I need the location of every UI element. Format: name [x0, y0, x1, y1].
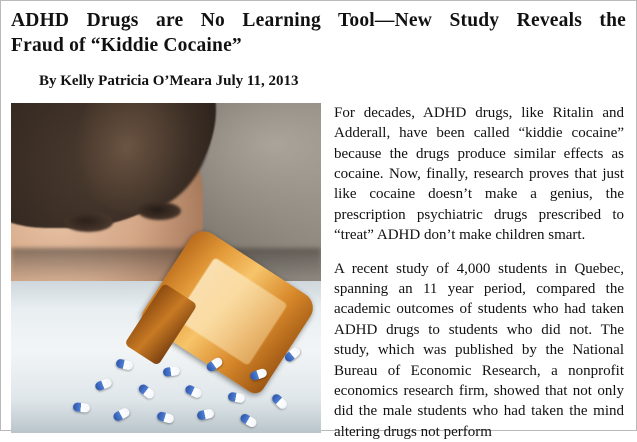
- byline: By Kelly Patricia O’Meara July 11, 2013: [39, 72, 299, 89]
- headline-line-2: Fraud of “Kiddie Cocaine”: [11, 34, 242, 56]
- photo-child-eye-left: [64, 212, 114, 232]
- headline-line-1: ADHD Drugs are No Learning Tool—New Study Reveals the: [11, 10, 626, 31]
- article-photo: [11, 103, 321, 433]
- page-title: [11, 9, 626, 59]
- article-paragraph: A recent study of 4,000 students in Quebec, spanning an 11 year period, compared the academic outcomes of students who had taken ADHD drugs to students who did not. The study, which was published by the National Bureau of Economic Research, a nonprofit economics research firm, showed that not only did the male students who had taken the mind altering drugs not perform: [334, 260, 624, 440]
- article-body: [11, 103, 626, 442]
- article-text-column: [334, 103, 626, 442]
- article-image-column: [11, 103, 321, 442]
- article-paragraph: For decades, ADHD drugs, like Ritalin and Adderall, have been called “kiddie cocaine” because the drugs produce similar effects as cocaine. Now, finally, research proves that just like cocaine doesn’t make a genius, the prescription psychiatric drugs prescribed to “treat” ADHD don’t make children smart.: [334, 104, 624, 244]
